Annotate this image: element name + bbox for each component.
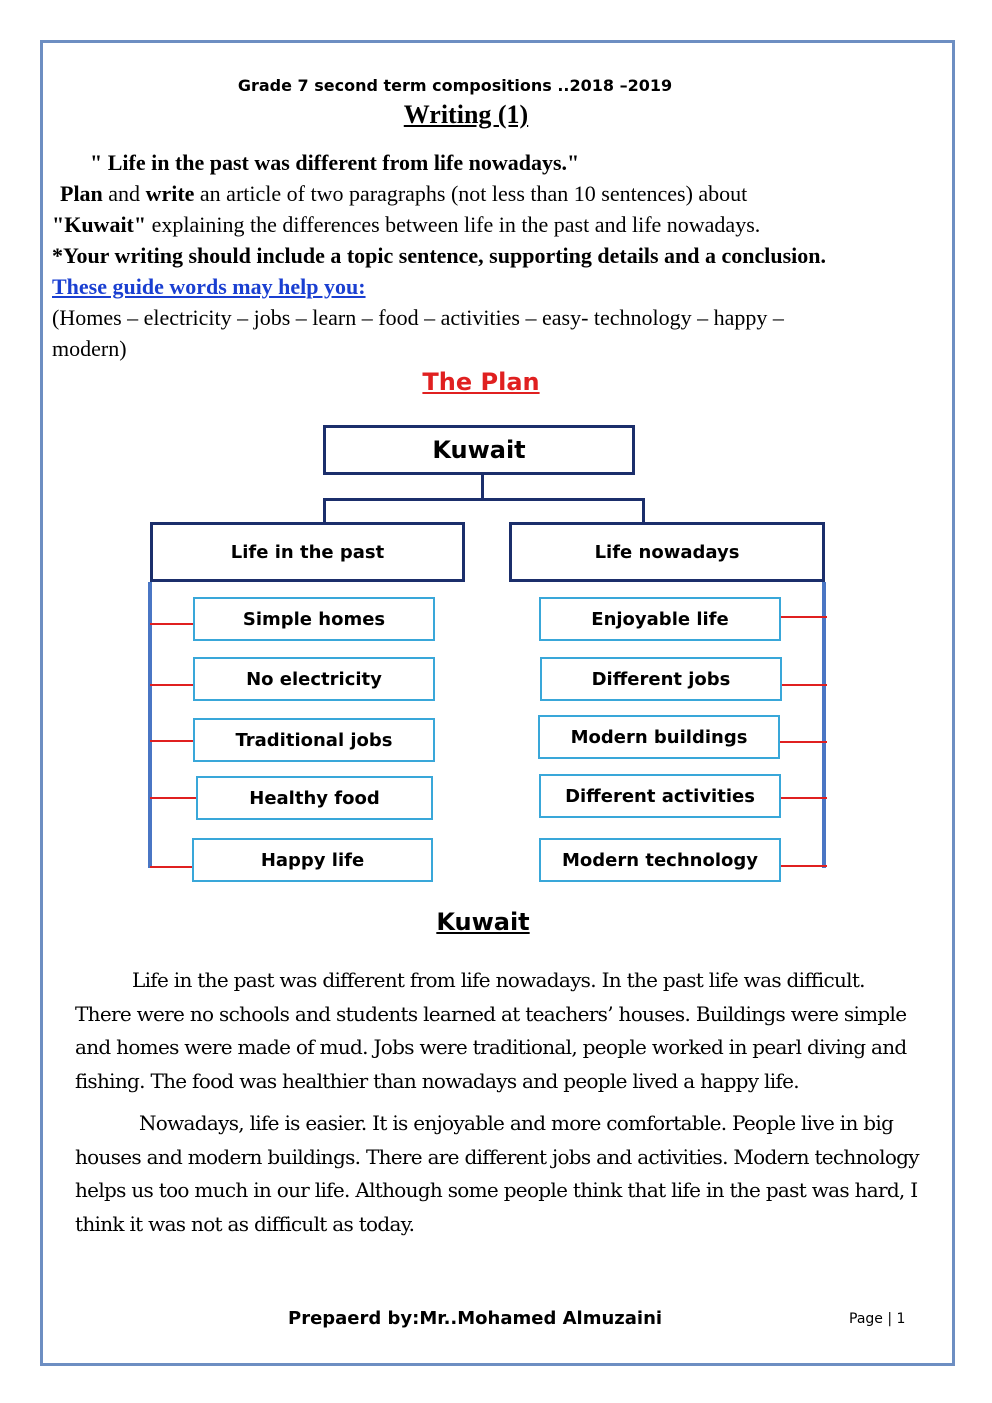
connector-root: [481, 475, 484, 500]
left-tick: [150, 866, 192, 868]
now-item-different-jobs: Different jobs: [540, 657, 782, 701]
instruction-line-2: [52, 212, 760, 238]
guide-words-label[interactable]: [52, 274, 366, 300]
past-item-simple-homes: Simple homes: [193, 597, 435, 641]
connector-horizontal: [323, 498, 645, 501]
right-tick: [781, 616, 827, 618]
plan-title: The Plan: [422, 368, 540, 396]
guide-words-line-1: (Homes – electricity – jobs – learn – food – activities – easy- technology – happy –: [52, 305, 784, 330]
left-column-heading: Life in the past: [150, 522, 465, 582]
essay-paragraph-2: Nowadays, life is easier. It is enjoyable and more comfortable. People live in big houses and modern buildings. There are different jobs and activities. Modern technology helps us too much in our life. Although some people think that life in the past was hard, I think it was not as difficult as today.: [75, 1111, 919, 1236]
header-line: Grade 7 second term compositions ..2018 –2019: [237, 76, 673, 95]
right-tick: [781, 797, 827, 799]
connector-right: [642, 498, 645, 522]
right-rail: [822, 582, 826, 868]
left-tick: [150, 740, 193, 742]
now-item-modern-technology: Modern technology: [539, 838, 781, 882]
connector-left: [323, 498, 326, 522]
right-tick: [779, 865, 827, 867]
past-item-no-electricity: No electricity: [193, 657, 435, 701]
plan-root-box: Kuwait: [323, 425, 635, 475]
past-item-happy-life: Happy life: [192, 838, 433, 882]
past-item-healthy-food: Healthy food: [196, 776, 433, 820]
now-item-modern-buildings: Modern buildings: [538, 715, 780, 759]
essay-title: Kuwait: [436, 908, 530, 936]
now-item-different-activities: Different activities: [539, 774, 781, 818]
kuwait-word: "Kuwait": [52, 212, 147, 237]
instruction-line-1: [60, 181, 747, 207]
prompt-quote: " Life in the past was different from life nowadays.": [90, 150, 580, 175]
right-tick: [781, 684, 827, 686]
footer-author: Prepaerd by:Mr..Mohamed Almuzaini: [288, 1308, 663, 1329]
page-number: Page | 1: [849, 1311, 906, 1327]
past-item-traditional-jobs: Traditional jobs: [193, 718, 435, 762]
right-column-heading: Life nowadays: [509, 522, 825, 582]
plan-word: Plan: [60, 181, 103, 206]
left-tick: [150, 623, 193, 625]
and-word: and: [108, 181, 141, 206]
guide-words-line-2: modern): [52, 336, 127, 361]
essay-paragraph-1: Life in the past was different from life nowadays. In the past life was difficult. There were no schools and students learned at teachers’ houses. Buildings were simple and homes were made of mud. Jobs were traditional, people worked in pearl diving and fishing. The food was healthier than nowadays and people lived a happy life.: [75, 968, 907, 1093]
right-tick: [779, 741, 827, 743]
page-title: Writing (1): [403, 100, 529, 129]
left-tick: [150, 797, 196, 799]
now-item-enjoyable-life: Enjoyable life: [539, 597, 781, 641]
instruction-line-2-rest: explaining the differences between life in the past and life nowadays.: [151, 212, 761, 237]
instruction-line-1-rest: an article of two paragraphs (not less than 10 sentences) about: [199, 181, 748, 206]
requirement-line: *Your writing should include a topic sentence, supporting details and a conclusion.: [52, 243, 826, 268]
write-word: write: [145, 181, 195, 206]
guide-words-link[interactable]: These guide words may help you:: [52, 274, 366, 299]
left-tick: [150, 684, 193, 686]
